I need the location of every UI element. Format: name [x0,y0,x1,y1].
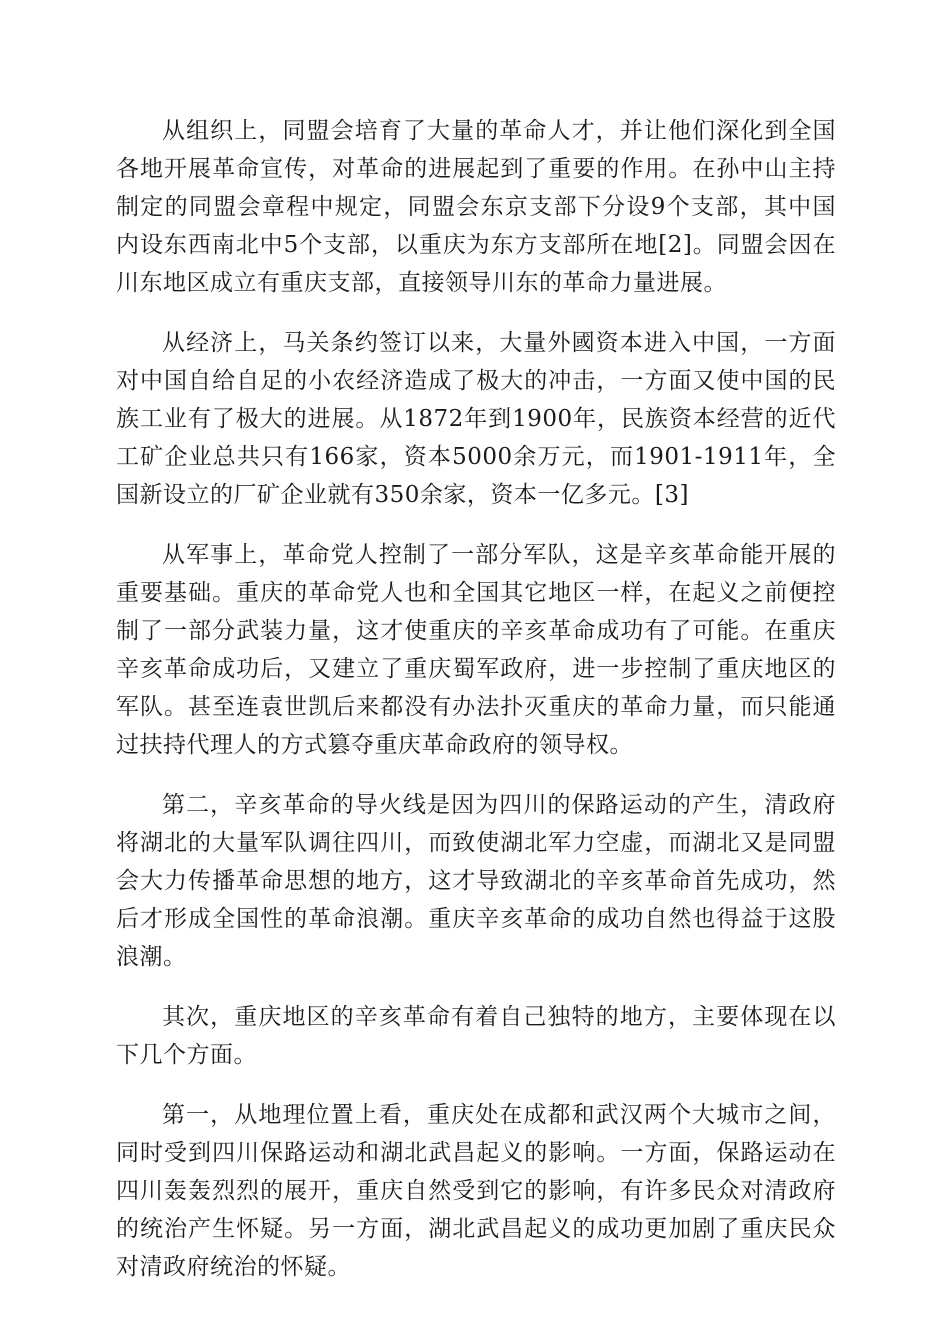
document-body [116,112,836,1308]
paragraph-organization: 从组织上，同盟会培育了大量的革命人才，并让他们深化到全国各地开展革命宣传，对革命的进展起到了重要的作用。在孙中山主持制定的同盟会章程中规定，同盟会东京支部下分设9个支部，其中国内设东西南北中5个支部，以重庆为东方支部所在地[2]。同盟会因在川东地区成立有重庆支部，直接领导川东的革命力量进展。 [116,118,836,296]
paragraph-next-section: 其次，重庆地区的辛亥革命有着自己独特的地方，主要体现在以下几个方面。 [116,1004,836,1068]
paragraph-military: 从军事上，革命党人控制了一部分军队，这是辛亥革命能开展的重要基础。重庆的革命党人也和全国其它地区一样，在起义之前便控制了一部分武装力量，这才使重庆的辛亥革命成功有了可能。在重庆辛亥革命成功后，又建立了重庆蜀军政府，进一步控制了重庆地区的军队。甚至连袁世凯后来都没有办法扑灭重庆的革命力量，而只能通过扶持代理人的方式篡夺重庆革命政府的领导权。 [116,542,836,758]
paragraph-economy: 从经济上，马关条约签订以来，大量外國资本进入中国，一方面对中国自给自足的小农经济造成了极大的冲击，一方面又使中国的民族工业有了极大的进展。从1872年到1900年，民族资本经营的近代工矿企业总共只有166家，资本5000余万元，而1901-1911年，全国新设立的厂矿企业就有350余家，资本一亿多元。[3] [116,330,836,508]
paragraph-second-point: 第二，辛亥革命的导火线是因为四川的保路运动的产生，清政府将湖北的大量军队调往四川，而致使湖北军力空虚，而湖北又是同盟会大力传播革命思想的地方，这才导致湖北的辛亥革命首先成功，然后才形成全国性的革命浪潮。重庆辛亥革命的成功自然也得益于这股浪潮。 [116,792,836,970]
paragraph-geography: 第一，从地理位置上看，重庆处在成都和武汉两个大城市之间，同时受到四川保路运动和湖北武昌起义的影响。一方面，保路运动在四川轰轰烈烈的展开，重庆自然受到它的影响，有许多民众对清政府的统治产生怀疑。另一方面，湖北武昌起义的成功更加剧了重庆民众对清政府统治的怀疑。 [116,1102,836,1280]
